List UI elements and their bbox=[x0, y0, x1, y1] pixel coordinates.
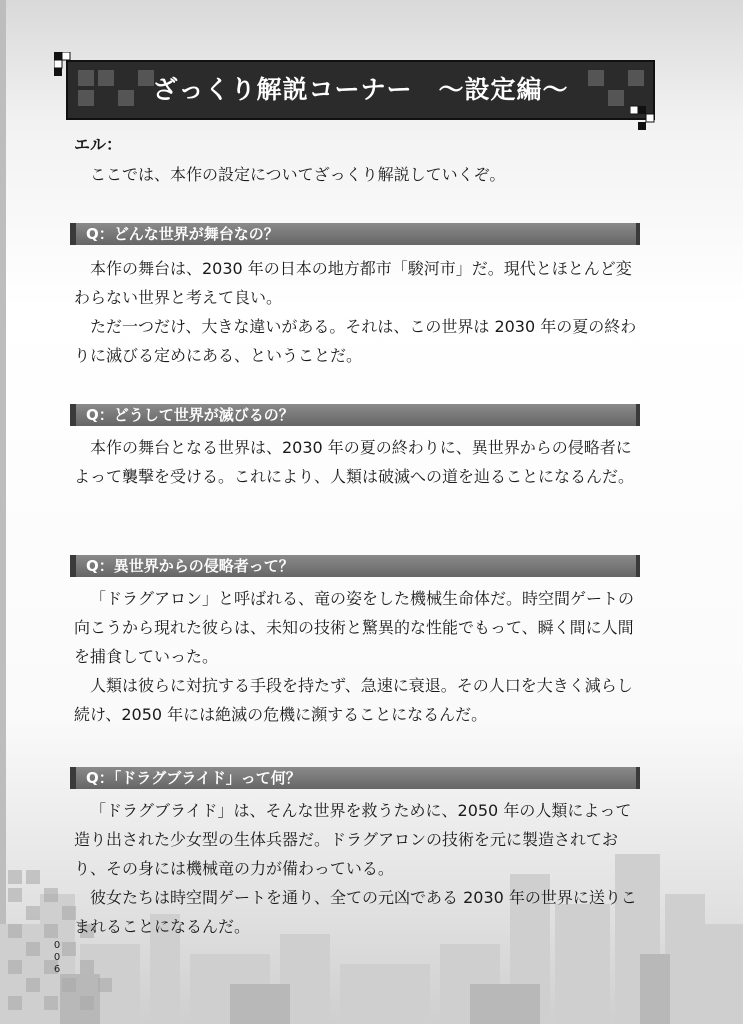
question-text: Q：どんな世界が舞台なの？ bbox=[86, 225, 279, 243]
answer-paragraph: 本作の舞台は、2030 年の日本の地方都市「駿河市」だ。現代とほとんど変わらない世界と考えて良い。 bbox=[74, 259, 632, 307]
page-number-digit: 6 bbox=[53, 964, 61, 975]
page-number bbox=[46, 940, 68, 976]
answer-paragraph: 「ドラグアロン」と呼ばれる、竜の姿をした機械生命体だ。時空間ゲートの向こうから現れた彼らは、未知の技術と驚異的な性能でもって、瞬く間に人間を捕食していった。 bbox=[74, 589, 635, 666]
answer-block bbox=[74, 796, 644, 941]
answer-paragraph: 「ドラグブライド」は、そんな世界を救うために、2050 年の人類によって造り出された少女型の生体兵器だ。ドラグアロンの技術を元に製造されており、その身には機械竜の力が備わっている。 bbox=[74, 801, 632, 878]
answer-block bbox=[74, 254, 644, 370]
question-text: Q：「ドラグブライド」って何？ bbox=[86, 769, 301, 787]
intro-text: ここでは、本作の設定についてざっくり解説していくぞ。 bbox=[90, 165, 506, 184]
question-heading bbox=[70, 404, 640, 426]
answer-block bbox=[74, 433, 644, 491]
answer-paragraph: 本作の舞台となる世界は、2030 年の夏の終わりに、異世界からの侵略者によって襲撃を受ける。これにより、人類は破滅への道を辿ることになるんだ。 bbox=[74, 438, 635, 486]
speaker-label: エル： bbox=[74, 135, 123, 154]
question-heading bbox=[70, 767, 640, 789]
page-title: ざっくり解説コーナー ～設定編～ bbox=[152, 75, 569, 104]
answer-paragraph: 人類は彼らに対抗する手段を持たず、急速に衰退。その人口を大きく減らし続け、2050 年には絶滅の危機に瀕することになるんだ。 bbox=[74, 676, 633, 724]
title-banner bbox=[66, 60, 655, 120]
question-heading bbox=[70, 555, 640, 577]
answer-paragraph: 彼女たちは時空間ゲートを通り、全ての元凶である 2030 年の世界に送りこまれることになるんだ。 bbox=[74, 888, 637, 936]
page-number-digit: 0 bbox=[53, 940, 61, 951]
question-heading bbox=[70, 223, 640, 245]
answer-paragraph: ただ一つだけ、大きな違いがある。それは、この世界は 2030 年の夏の終わりに滅びる定めにある、ということだ。 bbox=[74, 317, 637, 365]
question-text: Q：どうして世界が滅びるの？ bbox=[86, 406, 294, 424]
answer-block bbox=[74, 584, 644, 729]
page-number-digit: 0 bbox=[53, 952, 61, 963]
question-text: Q：異世界からの侵略者って？ bbox=[86, 557, 294, 575]
